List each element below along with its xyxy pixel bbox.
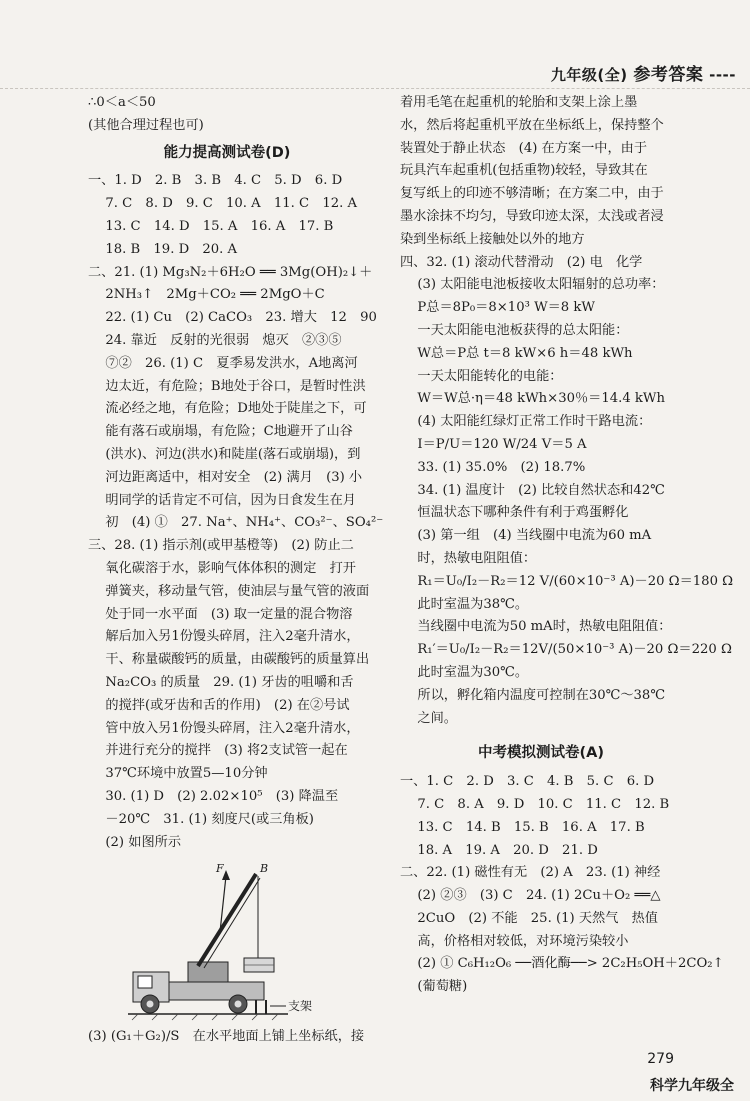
text-line: 二、21. (1) Mg₃N₂＋6H₂O ══ 3Mg(OH)₂↓＋ <box>88 264 373 280</box>
page-number: 279 <box>647 1051 674 1067</box>
text-line: 此时室温为38℃。 <box>400 596 529 612</box>
text-line: 三、28. (1) 指示剂(或甲基橙等) (2) 防止二 <box>88 538 354 554</box>
text-line: W＝W总·η＝48 kWh×30％＝14.4 kWh <box>400 391 665 407</box>
header-grade: 九年级(全) <box>550 66 628 84</box>
section-title-a: 中考模拟测试卷(A) <box>478 745 604 762</box>
text-line: 氧化碳溶于水，影响气体体积的测定 打开 <box>88 560 356 576</box>
text-line: 33. (1) 35.0% (2) 18.7% <box>400 459 586 475</box>
text-line: (3) 太阳能电池板接收太阳辐射的总功率： <box>400 277 665 293</box>
crane-diagram <box>88 854 366 1026</box>
crane-figure <box>88 854 366 1026</box>
text-line: ∴0＜a＜50 <box>88 95 156 110</box>
text-line: 一、1. D 2. B 3. B 4. C 5. D 6. D <box>88 173 343 189</box>
text-line: (3) (G₁＋G₂)/S 在水平地面上铺上坐标纸，接 <box>88 1029 365 1045</box>
text-line: 2NH₃↑ 2Mg＋CO₂ ══ 2MgO＋C <box>88 287 325 303</box>
text-line: R₁′＝U₀/I₂－R₂＝12V/(50×10⁻³ A)－20 Ω＝220 Ω <box>400 642 732 658</box>
text-line: 河边距离适中，相对安全 (2) 满月 (3) 小 <box>88 469 363 485</box>
text-line: I＝P/U＝120 W/24 V＝5 A <box>400 436 587 452</box>
text-line: 装置处于静止状态 (4) 在方案一中，由于 <box>400 140 648 156</box>
text-line: P总＝8P₀＝8×10³ W＝8 kW <box>400 300 595 316</box>
text-line: 明同学的话肯定不可信，因为日食发生在月 <box>88 492 356 508</box>
text-line: 一天太阳能转化的电能： <box>400 368 563 384</box>
text-line: 处于同一水平面 (3) 取一定量的混合物溶 <box>88 606 353 622</box>
text-line: R₁＝U₀/I₂－R₂＝12 V/(60×10⁻³ A)－20 Ω＝180 Ω <box>400 573 734 589</box>
label-f: F <box>216 862 224 876</box>
book-label: 科学九年级全 <box>650 1078 734 1094</box>
page-header <box>551 60 736 85</box>
right-answer-lines-a <box>400 92 734 730</box>
text-line: 此时室温为30℃。 <box>400 664 529 680</box>
text-line: 7. C 8. D 9. C 10. A 11. C 12. A <box>88 196 358 212</box>
text-line: 之间。 <box>400 710 457 726</box>
text-line: 玩具汽车起重机(包括重物)较轻，导致其在 <box>400 163 648 179</box>
text-line: 边太近，有危险；B地处于谷口，是暂时性洪 <box>88 378 366 394</box>
header-divider <box>0 88 750 89</box>
text-line: 四、32. (1) 滚动代替滑动 (2) 电 化学 <box>400 254 643 270</box>
text-line: (4) 太阳能红绿灯正常工作时干路电流： <box>400 414 652 430</box>
text-line: (2) 如图所示 <box>88 834 182 850</box>
text-line: 13. C 14. D 15. A 16. A 17. B <box>88 218 334 234</box>
text-line: 流必经之地，有危险；D地处于陡崖之下，可 <box>88 401 367 417</box>
text-line: 复写纸上的印迹不够清晰；在方案二中，由于 <box>400 186 664 202</box>
text-line: 初 (4) ① 27. Na⁺、NH₄⁺、CO₃²⁻、SO₄²⁻ <box>88 515 384 531</box>
text-line: 一、1. C 2. D 3. C 4. B 5. C 6. D <box>400 774 655 790</box>
text-line: 18. B 19. D 20. A <box>88 241 238 257</box>
text-line: 能有落石或崩塌，有危险；C地避开了山谷 <box>88 424 353 440</box>
text-line: 当线圈中电流为50 mA时，热敏电阻阻值： <box>400 619 672 635</box>
header-dots: ---- <box>709 66 736 84</box>
text-line: 22. (1) Cu (2) CaCO₃ 23. 增大 12 90 <box>88 310 377 326</box>
text-line: 二、22. (1) 磁性有无 (2) A 23. (1) 神经 <box>400 865 661 881</box>
text-line: 并进行充分的搅拌 (3) 将2支试管一起在 <box>88 743 348 759</box>
right-column <box>400 92 734 999</box>
text-line: 水，然后将起重机平放在坐标纸上，保持整个 <box>400 117 664 133</box>
text-line: 34. (1) 温度计 (2) 比较自然状态和42℃ <box>400 482 665 498</box>
label-support: 支架 <box>288 999 313 1014</box>
left-answer-lines <box>88 170 384 854</box>
text-line: 13. C 14. B 15. B 16. A 17. B <box>400 819 645 835</box>
text-line: 一天太阳能电池板获得的总太阳能： <box>400 322 629 338</box>
text-line: 2CuO (2) 不能 25. (1) 天然气 热值 <box>400 910 658 926</box>
section-title-d: 能力提高测试卷(D) <box>163 144 291 161</box>
text-line: (3) 第一组 (4) 当线圈中电流为60 mA <box>400 528 652 544</box>
label-b: B <box>260 862 269 876</box>
text-line: 着用毛笔在起重机的轮胎和支架上涂上墨 <box>400 95 638 110</box>
text-line: (2) ① C₆H₁₂O₆ ──酒化酶──> 2C₂H₅OH＋2CO₂↑ <box>400 956 724 972</box>
header-title: 参考答案 <box>633 65 704 85</box>
left-column <box>88 92 384 1049</box>
text-line: Na₂CO₃ 的质量 29. (1) 牙齿的咀嚼和舌 <box>88 674 354 690</box>
text-line: 时，热敏电阻阻值： <box>400 550 537 566</box>
text-line: 高，价格相对较低，对环境污染较小 <box>400 933 629 949</box>
text-line: 30. (1) D (2) 2.02×10⁵ (3) 降温至 <box>88 788 339 804</box>
text-line: (葡萄糖) <box>400 979 468 995</box>
text-line: 18. A 19. A 20. D 21. D <box>400 842 598 858</box>
text-line: 弹簧夹，移动量气管，使油层与量气管的液面 <box>88 583 370 599</box>
text-line: W总＝P总 t＝8 kW×6 h＝48 kWh <box>400 345 633 361</box>
text-line: 墨水涂抹不均匀，导致印迹太深，太浅或者浸 <box>400 208 664 224</box>
text-line: 解后加入另1份馒头碎屑，注入2毫升清水， <box>88 629 360 645</box>
text-line: 管中放入另1份馒头碎屑，注入2毫升清水， <box>88 720 360 736</box>
text-line: (其他合理过程也可) <box>88 117 204 133</box>
text-line: 所以，孵化箱内温度可控制在30℃～38℃ <box>400 687 666 703</box>
right-answer-lines-b <box>400 771 724 999</box>
text-line: ⑦② 26. (1) C 夏季易发洪水，A地离河 <box>88 355 358 371</box>
text-line: 的搅拌(或牙齿和舌的作用) (2) 在②号试 <box>88 697 350 713</box>
text-line: 恒温状态下哪种条件有利于鸡蛋孵化 <box>400 505 629 521</box>
text-line: 染到坐标纸上接触处以外的地方 <box>400 231 585 247</box>
text-line: 37℃环境中放置5—10分钟 <box>88 766 268 782</box>
text-line: (2) ②③ (3) C 24. (1) 2Cu＋O₂ ══△ <box>400 888 661 904</box>
text-line: 干、称量碳酸钙的质量，由碳酸钙的质量算出 <box>88 652 370 668</box>
text-line: －20℃ 31. (1) 刻度尺(或三角板) <box>88 811 314 827</box>
text-line: (洪水)、河边(洪水)和陡崖(落石或崩塌)，到 <box>88 446 361 462</box>
text-line: 7. C 8. A 9. D 10. C 11. C 12. B <box>400 796 670 812</box>
text-line: 24. 靠近 反射的光很弱 熄灭 ②③⑤ <box>88 332 342 348</box>
